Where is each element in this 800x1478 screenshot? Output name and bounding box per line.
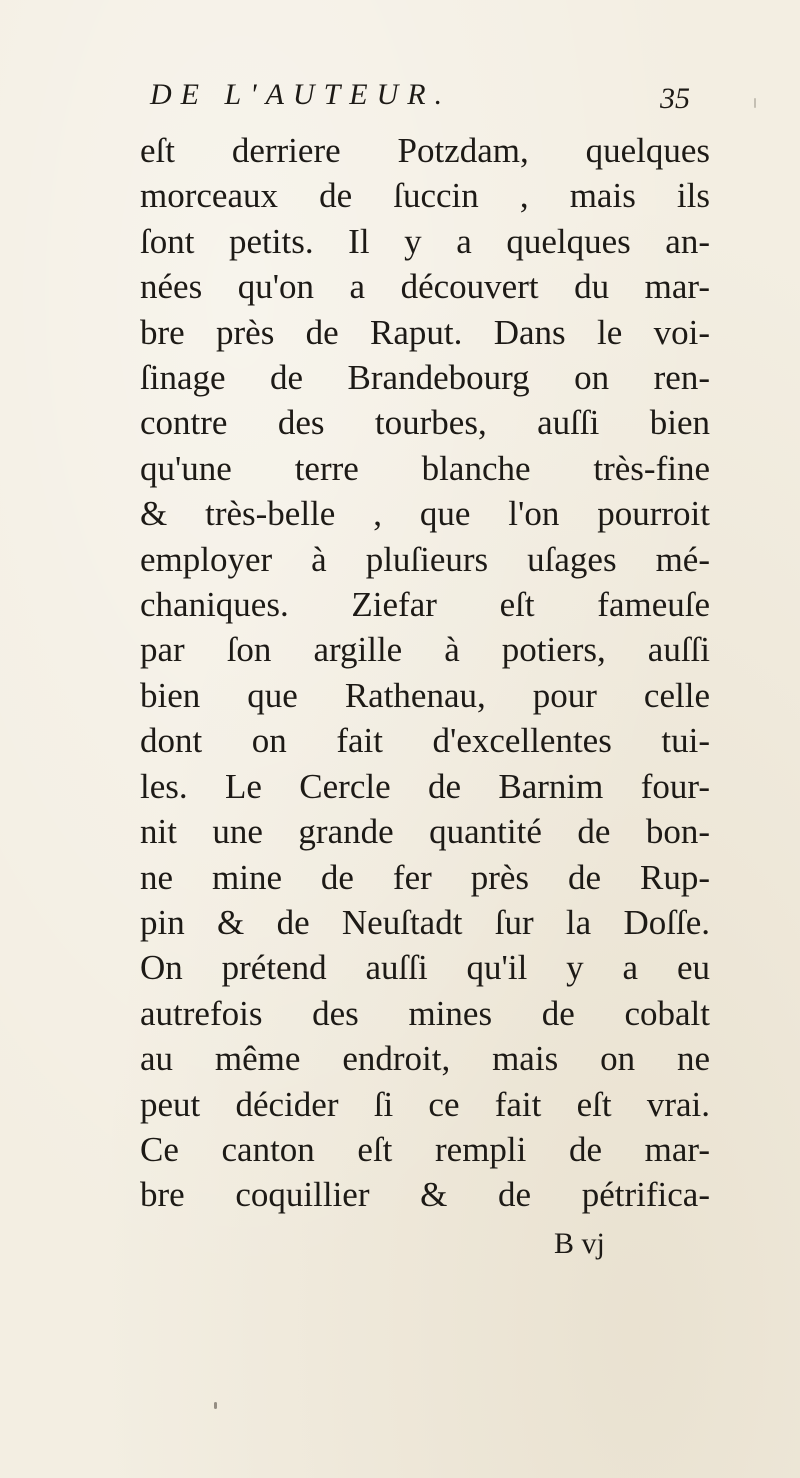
text-line: dont on fait d'excellentes tui- — [140, 721, 710, 761]
text-line: par ſon argille à potiers, auſſi — [140, 630, 710, 670]
running-title: DE L'AUTEUR. — [150, 78, 452, 111]
catchword: B vj — [554, 1227, 605, 1260]
text-line: ſont petits. Il y a quelques an- — [140, 221, 710, 261]
text-line: pin & de Neuſtadt ſur la Doſſe. — [140, 902, 710, 942]
paper-speck — [214, 1402, 217, 1409]
text-line: bre près de Raput. Dans le voi- — [140, 312, 710, 352]
text-line: nit une grande quantité de bon- — [140, 812, 710, 852]
text-line: ne mine de fer près de Rup- — [140, 857, 710, 897]
text-line: ſinage de Brandebourg on ren- — [140, 358, 710, 398]
body-text — [140, 128, 710, 1218]
page-header — [150, 78, 690, 128]
text-line: contre des tourbes, auſſi bien — [140, 403, 710, 443]
text-line: les. Le Cercle de Barnim four- — [140, 766, 710, 806]
text-line: eſt derriere Potzdam, quelques — [140, 131, 710, 170]
page-number: 35 — [660, 82, 690, 115]
text-line: au même endroit, mais on ne — [140, 1039, 710, 1079]
text-line: chaniques. Ziefar eſt fameuſe — [140, 585, 710, 625]
text-line: nées qu'on a découvert du mar- — [140, 267, 710, 307]
text-line: bre coquillier & de pétrifica- — [140, 1175, 710, 1215]
text-line: & très-belle , que l'on pourroit — [140, 494, 710, 534]
text-line: employer à pluſieurs uſages mé- — [140, 539, 710, 579]
text-line: Ce canton eſt rempli de mar- — [140, 1129, 710, 1169]
text-line: morceaux de ſuccin , mais ils — [140, 176, 710, 216]
text-line: On prétend auſſi qu'il y a eu — [140, 948, 710, 988]
text-line: qu'une terre blanche très-fine — [140, 448, 710, 488]
text-line: bien que Rathenau, pour celle — [140, 675, 710, 715]
text-line: autrefois des mines de cobalt — [140, 993, 710, 1033]
paper-speck — [754, 98, 756, 108]
text-line: peut décider ſi ce fait eſt vrai. — [140, 1084, 710, 1124]
